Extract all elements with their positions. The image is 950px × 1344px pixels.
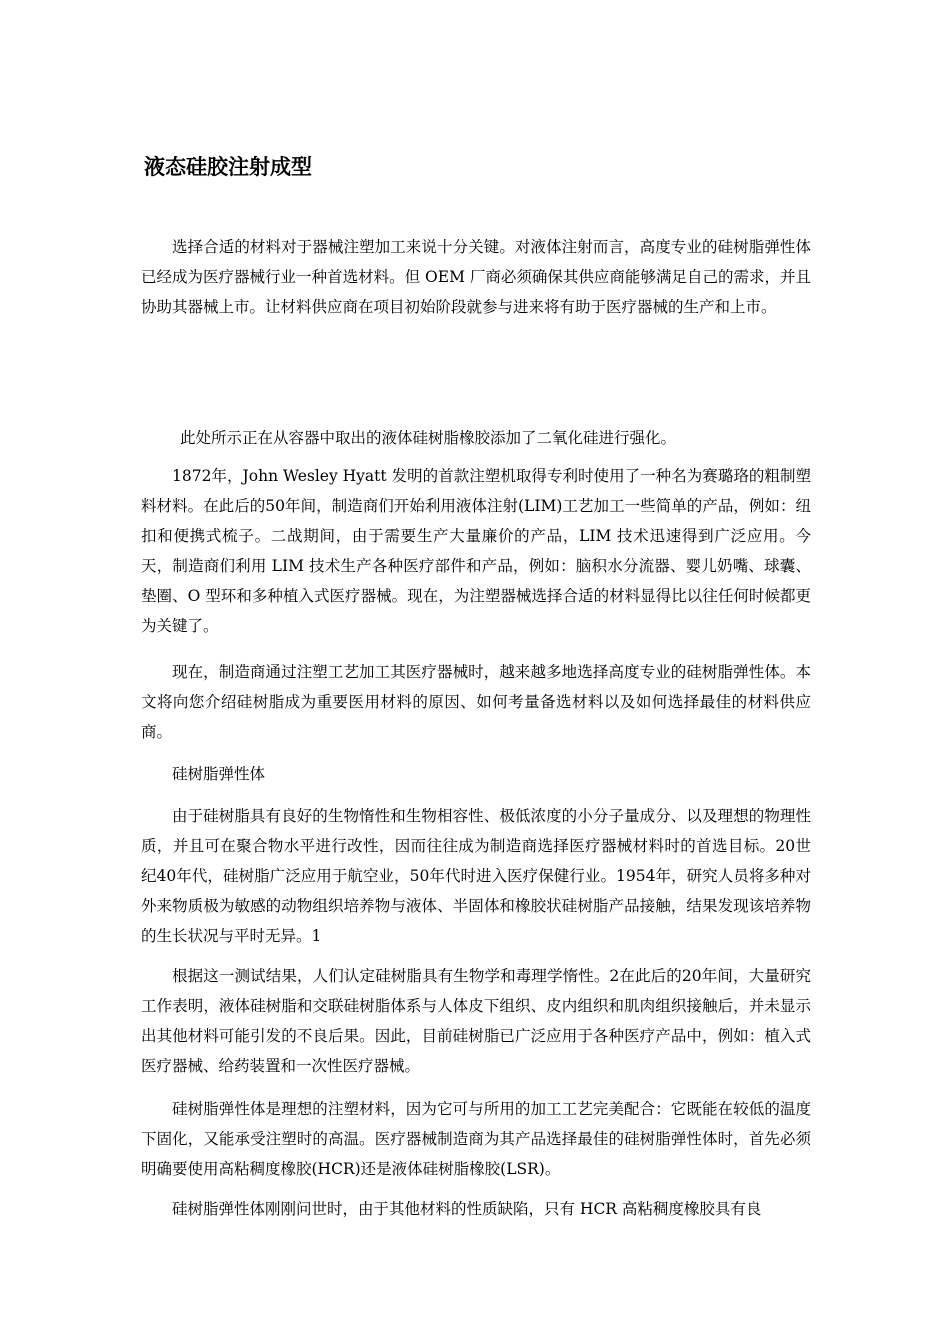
ideal-material-paragraph: 硅树脂弹性体是理想的注塑材料，因为它可与所用的加工工艺完美配合：它既能在较低的温度下固化，又能承受注塑时的高温。医疗器械制造商为其产品选择最佳的硅树脂弹性体时，首先必须明确要使用高粘稠度橡胶(HCR)还是液体硅树脂橡胶(LSR)。 (141, 1100, 811, 1178)
document-title: 液态硅胶注射成型 (144, 155, 312, 179)
hcr-paragraph: 硅树脂弹性体刚刚问世时，由于其他材料的性质缺陷，只有 HCR 高粘稠度橡胶具有良 (172, 1200, 762, 1218)
section-heading: 硅树脂弹性体 (172, 765, 266, 783)
current-trend-paragraph: 现在，制造商通过注塑工艺加工其医疗器械时，越来越多地选择高度专业的硅树脂弹性体。本文将向您介绍硅树脂成为重要医用材料的原因、如何考量备选材料以及如何选择最佳的材料供应商。 (141, 663, 811, 741)
intro-paragraph: 选择合适的材料对于器械注塑加工来说十分关键。对液体注射而言，高度专业的硅树脂弹性体已经成为医疗器械行业一种首选材料。但 OEM 厂商必须确保其供应商能够满足自己的需求，并且协助其器械上市。让材料供应商在项目初始阶段就参与进来将有助于医疗器械的生产和上市。 (141, 238, 811, 316)
image-caption: 此处所示正在从容器中取出的液体硅树脂橡胶添加了二氧化硅进行强化。 (180, 429, 677, 447)
properties-paragraph: 由于硅树脂具有良好的生物惰性和生物相容性、极低浓度的小分子量成分、以及理想的物理性质，并且可在聚合物水平进行改性，因而往往成为制造商选择医疗器械材料时的首选目标。20世纪40年代，硅树脂广泛应用于航空业，50年代时进入医疗保健行业。1954年，研究人员将多种对外来物质极为敏感的动物组织培养物与液体、半固体和橡胶状硅树脂产品接触，结果发现该培养物的生长状况与平时无异。1 (141, 807, 811, 945)
research-paragraph: 根据这一测试结果，人们认定硅树脂具有生物学和毒理学惰性。2在此后的20年间，大量研究工作表明，液体硅树脂和交联硅树脂体系与人体皮下组织、皮内组织和肌肉组织接触后，并未显示出其他材料可能引发的不良后果。因此，目前硅树脂已广泛应用于各种医疗产品中，例如：植入式医疗器械、给药装置和一次性医疗器械。 (141, 967, 811, 1075)
history-paragraph: 1872年，John Wesley Hyatt 发明的首款注塑机取得专利时使用了一种名为赛璐珞的粗制塑料材料。在此后的50年间，制造商们开始利用液体注射(LIM)工艺加工一些简单的产品，例如：纽扣和便携式梳子。二战期间，由于需要生产大量廉价的产品，LIM 技术迅速得到广泛应用。今天，制造商们利用 LIM 技术生产各种医疗部件和产品，例如：脑积水分流器、婴儿奶嘴、球囊、垫圈、O 型环和多种植入式医疗器械。现在，为注塑器械选择合适的材料显得比以往任何时候都更为关键了。 (141, 467, 811, 635)
